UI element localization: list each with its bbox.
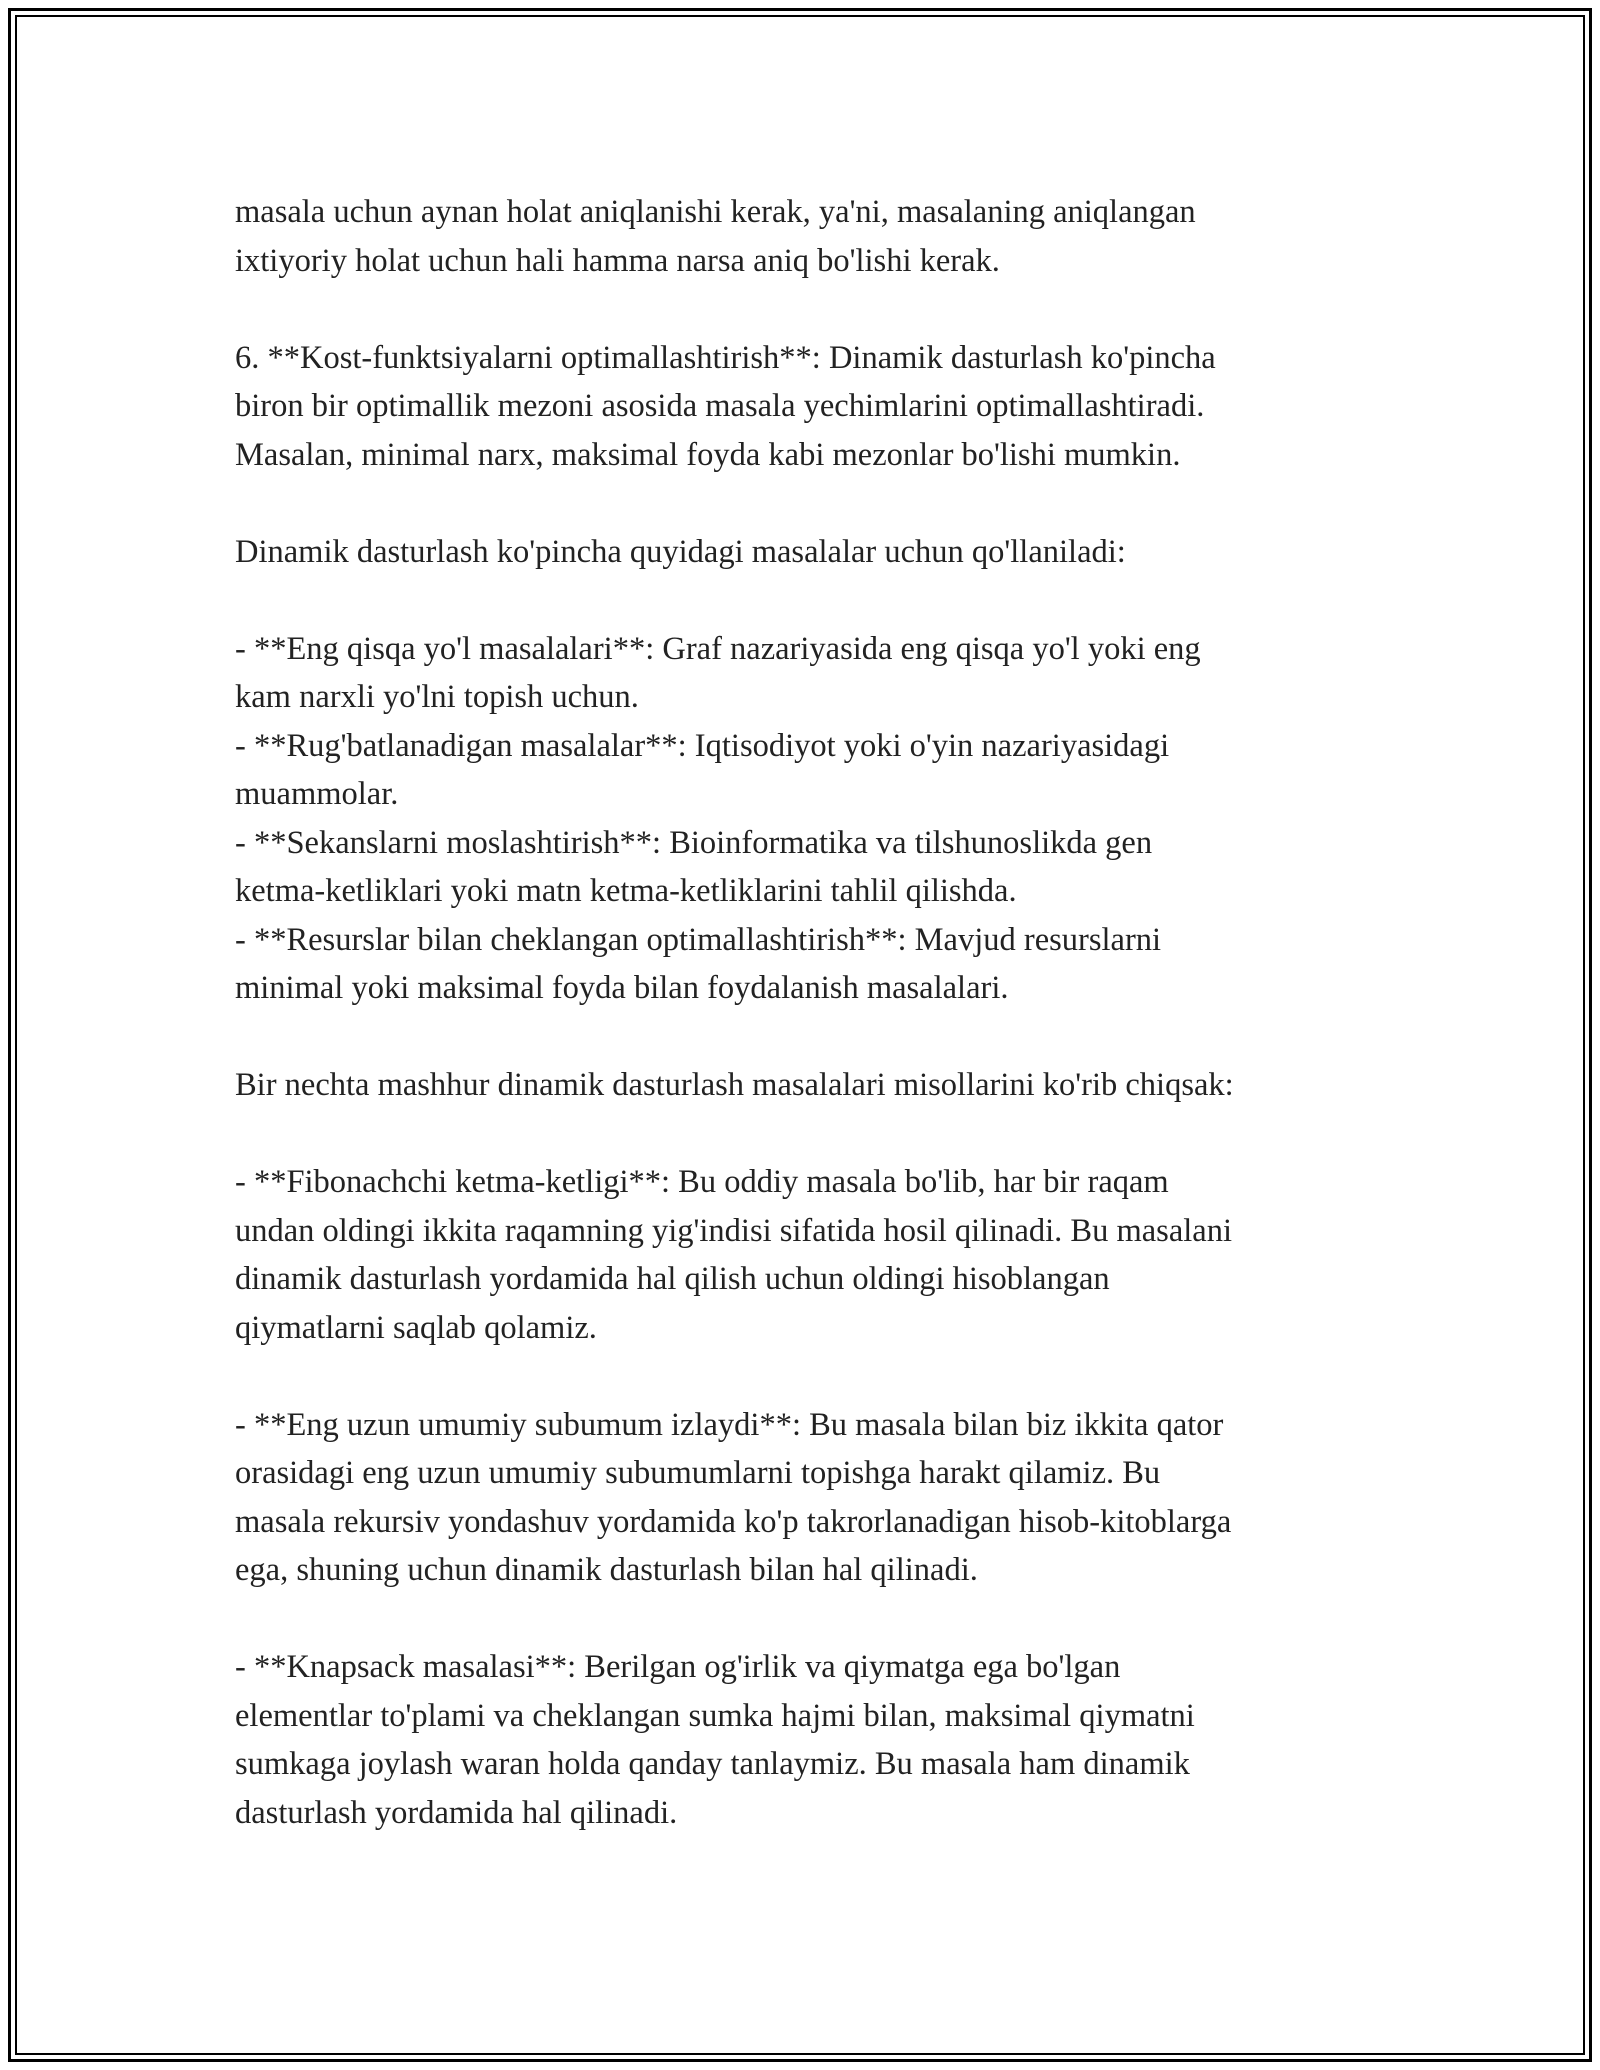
text-line: - **Rug'batlanadigan masalalar**: Iqtisodiyot yoki o'yin nazariyasidagi — [235, 727, 1170, 764]
text-line: - **Resurslar bilan cheklangan optimallashtirish**: Mavjud resurslarni — [235, 921, 1162, 958]
paragraph — [235, 188, 1375, 285]
paragraph-gap — [235, 1110, 1375, 1159]
paragraph — [235, 1643, 1375, 1837]
paragraph-gap — [235, 285, 1375, 334]
paragraph — [235, 528, 1375, 577]
text-line: Bir nechta mashhur dinamik dasturlash masalalari misollarini ko'rib chiqsak: — [235, 1067, 1234, 1103]
paragraph — [235, 1401, 1375, 1595]
text-line: - **Eng qisqa yo'l masalalari**: Graf nazariyasida eng qisqa yo'l yoki eng — [235, 630, 1201, 667]
text-line: - **Eng uzun umumiy subumum izlaydi**: Bu masala bilan biz ikkita qator — [235, 1406, 1224, 1443]
text-line: - **Sekanslarni moslashtirish**: Bioinformatika va tilshunoslikda gen — [235, 824, 1153, 861]
text-line: sumkaga joylash waran holda qanday tanlaymiz. Bu masala ham dinamik — [235, 1746, 1190, 1782]
text-line: elementlar to'plami va cheklangan sumka hajmi bilan, maksimal qiymatni — [235, 1697, 1195, 1734]
text-line: biron bir optimallik mezoni asosida masala yechimlarini optimallashtiradi. — [235, 388, 1205, 424]
text-line: ega, shuning uchun dinamik dasturlash bilan hal qilinadi. — [235, 1552, 978, 1588]
text-line: kam narxli yo'lni topish uchun. — [235, 679, 639, 715]
paragraph — [235, 625, 1375, 1013]
paragraph-gap — [235, 479, 1375, 528]
text-line: masala rekursiv yondashuv yordamida ko'p takrorlanadigan hisob-kitoblarga — [235, 1503, 1232, 1540]
document-body — [235, 188, 1375, 1837]
paragraph — [235, 1158, 1375, 1352]
paragraph — [235, 334, 1375, 480]
text-line: undan oldingi ikkita raqamning yig'indisi sifatida hosil qilinadi. Bu masalani — [235, 1212, 1232, 1249]
text-line: ixtiyoriy holat uchun hali hamma narsa aniq bo'lishi kerak. — [235, 242, 1000, 279]
text-line: masala uchun aynan holat aniqlanishi kerak, ya'ni, masalaning aniqlangan — [235, 194, 1196, 230]
paragraph-gap — [235, 1352, 1375, 1401]
text-line: minimal yoki maksimal foyda bilan foydalanish masalalari. — [235, 970, 1009, 1006]
paragraph — [235, 1061, 1375, 1110]
text-line: ketma-ketliklari yoki matn ketma-ketliklarini tahlil qilishda. — [235, 873, 1017, 909]
paragraph-gap — [235, 1013, 1375, 1062]
text-line: 6. **Kost-funktsiyalarni optimallashtirish**: Dinamik dasturlash ko'pincha — [235, 339, 1216, 376]
text-line: - **Fibonachchi ketma-ketligi**: Bu oddiy masala bo'lib, har bir raqam — [235, 1164, 1169, 1200]
text-line: orasidagi eng uzun umumiy subumumlarni topishga harakt qilamiz. Bu — [235, 1455, 1161, 1491]
text-line: Masalan, minimal narx, maksimal foyda kabi mezonlar bo'lishi mumkin. — [235, 436, 1181, 473]
paragraph-gap — [235, 576, 1375, 625]
paragraph-gap — [235, 1595, 1375, 1644]
text-line: muammolar. — [235, 776, 399, 812]
text-line: - **Knapsack masalasi**: Berilgan og'irlik va qiymatga ega bo'lgan — [235, 1649, 1121, 1685]
text-line: Dinamik dasturlash ko'pincha quyidagi masalalar uchun qo'llaniladi: — [235, 533, 1126, 570]
text-line: dasturlash yordamida hal qilinadi. — [235, 1794, 678, 1831]
text-line: qiymatlarni saqlab qolamiz. — [235, 1309, 597, 1346]
text-line: dinamik dasturlash yordamida hal qilish uchun oldingi hisoblangan — [235, 1261, 1110, 1297]
